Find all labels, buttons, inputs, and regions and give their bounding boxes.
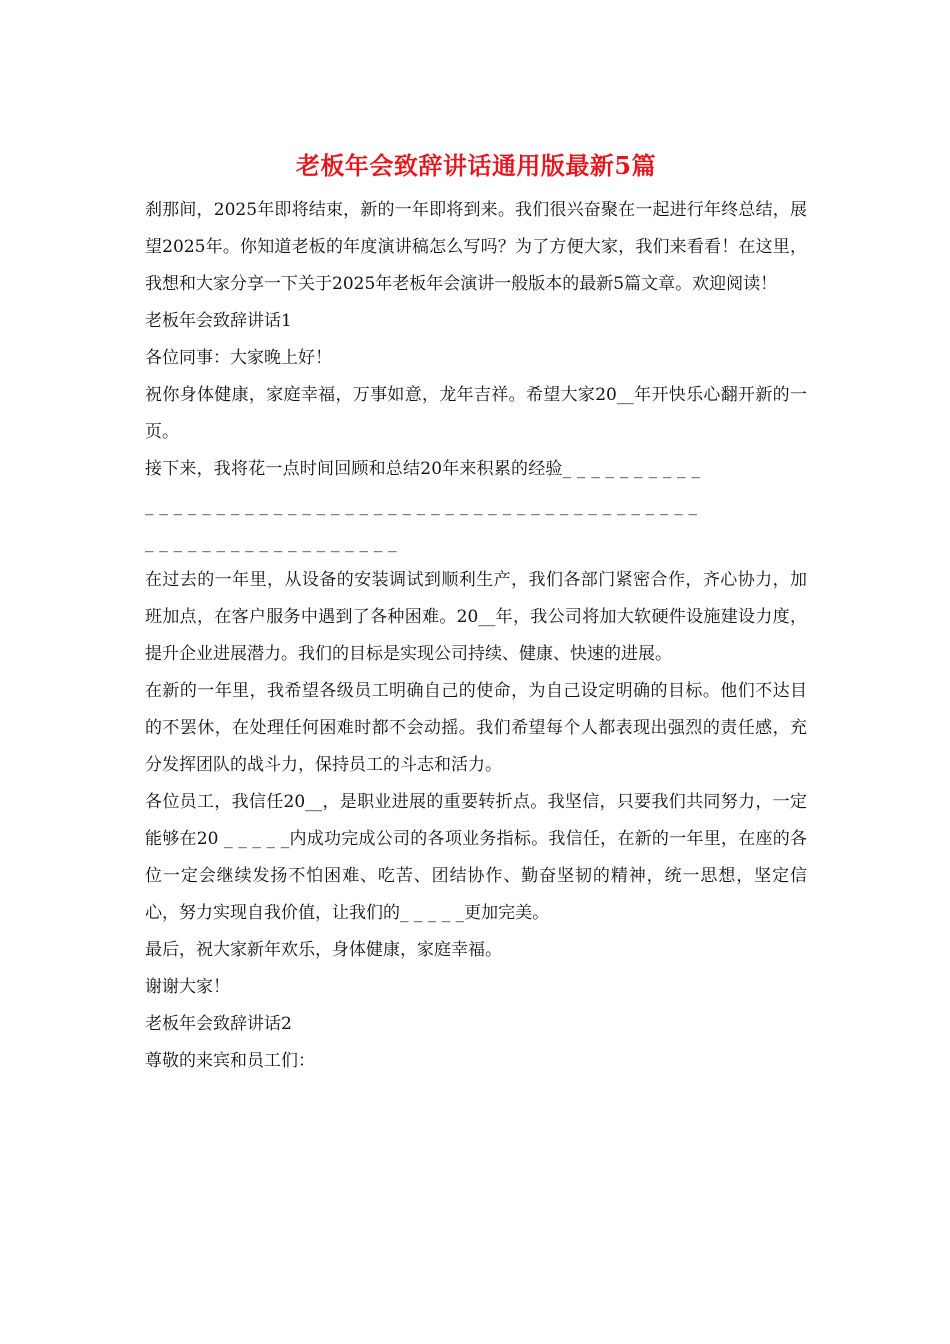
wishes-paragraph: 祝你身体健康，家庭幸福，万事如意，龙年吉祥。希望大家20__年开快乐心翻开新的一页。 (145, 385, 807, 442)
new-year-goals-paragraph: 在新的一年里，我希望各级员工明确自己的使命，为自己设定明确的目标。他们不达目的不罢休，在处理任何困难时都不会动摇。我们希望每个人都表现出强烈的责任感，充分发挥团队的战斗力，保持员工的斗志和活力。 (145, 681, 807, 775)
document-page (145, 150, 807, 1080)
section-heading-2: 老板年会致辞讲话2 (145, 1014, 292, 1034)
greeting-line: 各位同事：大家晚上好！ (145, 348, 332, 368)
blank-dash-line: _ _ _ _ _ _ _ _ _ _ _ _ _ _ _ _ _ _ _ _ _ _ _ _ _ _ _ _ _ _ _ _ _ _ _ _ _ _ _ (145, 496, 698, 516)
closing-wishes: 最后，祝大家新年欢乐，身体健康，家庭幸福。 (145, 940, 502, 960)
intro-paragraph: 刹那间，2025年即将结束，新的一年即将到来。我们很兴奋聚在一起进行年终总结，展望2025年。你知道老板的年度演讲稿怎么写吗？为了方便大家，我们来看看！在这里，我想和大家分享一下关于2025年老板年会演讲一般版本的最新5篇文章。欢迎阅读！ (145, 200, 807, 294)
salutation-line: 尊敬的来宾和员工们： (145, 1051, 315, 1071)
past-year-paragraph: 在过去的一年里，从设备的安装调试到顺利生产，我们各部门紧密合作，齐心协力，加班加点，在客户服务中遇到了各种困难。20__年，我公司将加大软硬件设施建设力度，提升企业进展潜力。我们的目标是实现公司持续、健康、快速的进展。 (145, 570, 807, 664)
blank-dash-line-short: _ _ _ _ _ _ _ _ _ _ _ _ _ _ _ _ _ _ (145, 533, 397, 553)
document-title: 老板年会致辞讲话通用版最新5篇 (295, 151, 657, 180)
thanks-line: 谢谢大家！ (145, 977, 230, 997)
section-heading-1: 老板年会致辞讲话1 (145, 311, 292, 331)
review-line: 接下来，我将花一点时间回顾和总结20年来积累的经验_ _ _ _ _ _ _ _ _ _ (145, 459, 701, 479)
trust-paragraph: 各位员工，我信任20__，是职业进展的重要转折点。我坚信，只要我们共同努力，一定能够在20 _ _ _ _ _内成功完成公司的各项业务指标。我信任，在新的一年里，在座的各位一定会继续发扬不怕困难、吃苦、团结协作、勤奋坚韧的精神，统一思想，坚定信心，努力实现自我价值，让我们的_ _ _ _ _更加完美。 (145, 792, 807, 923)
